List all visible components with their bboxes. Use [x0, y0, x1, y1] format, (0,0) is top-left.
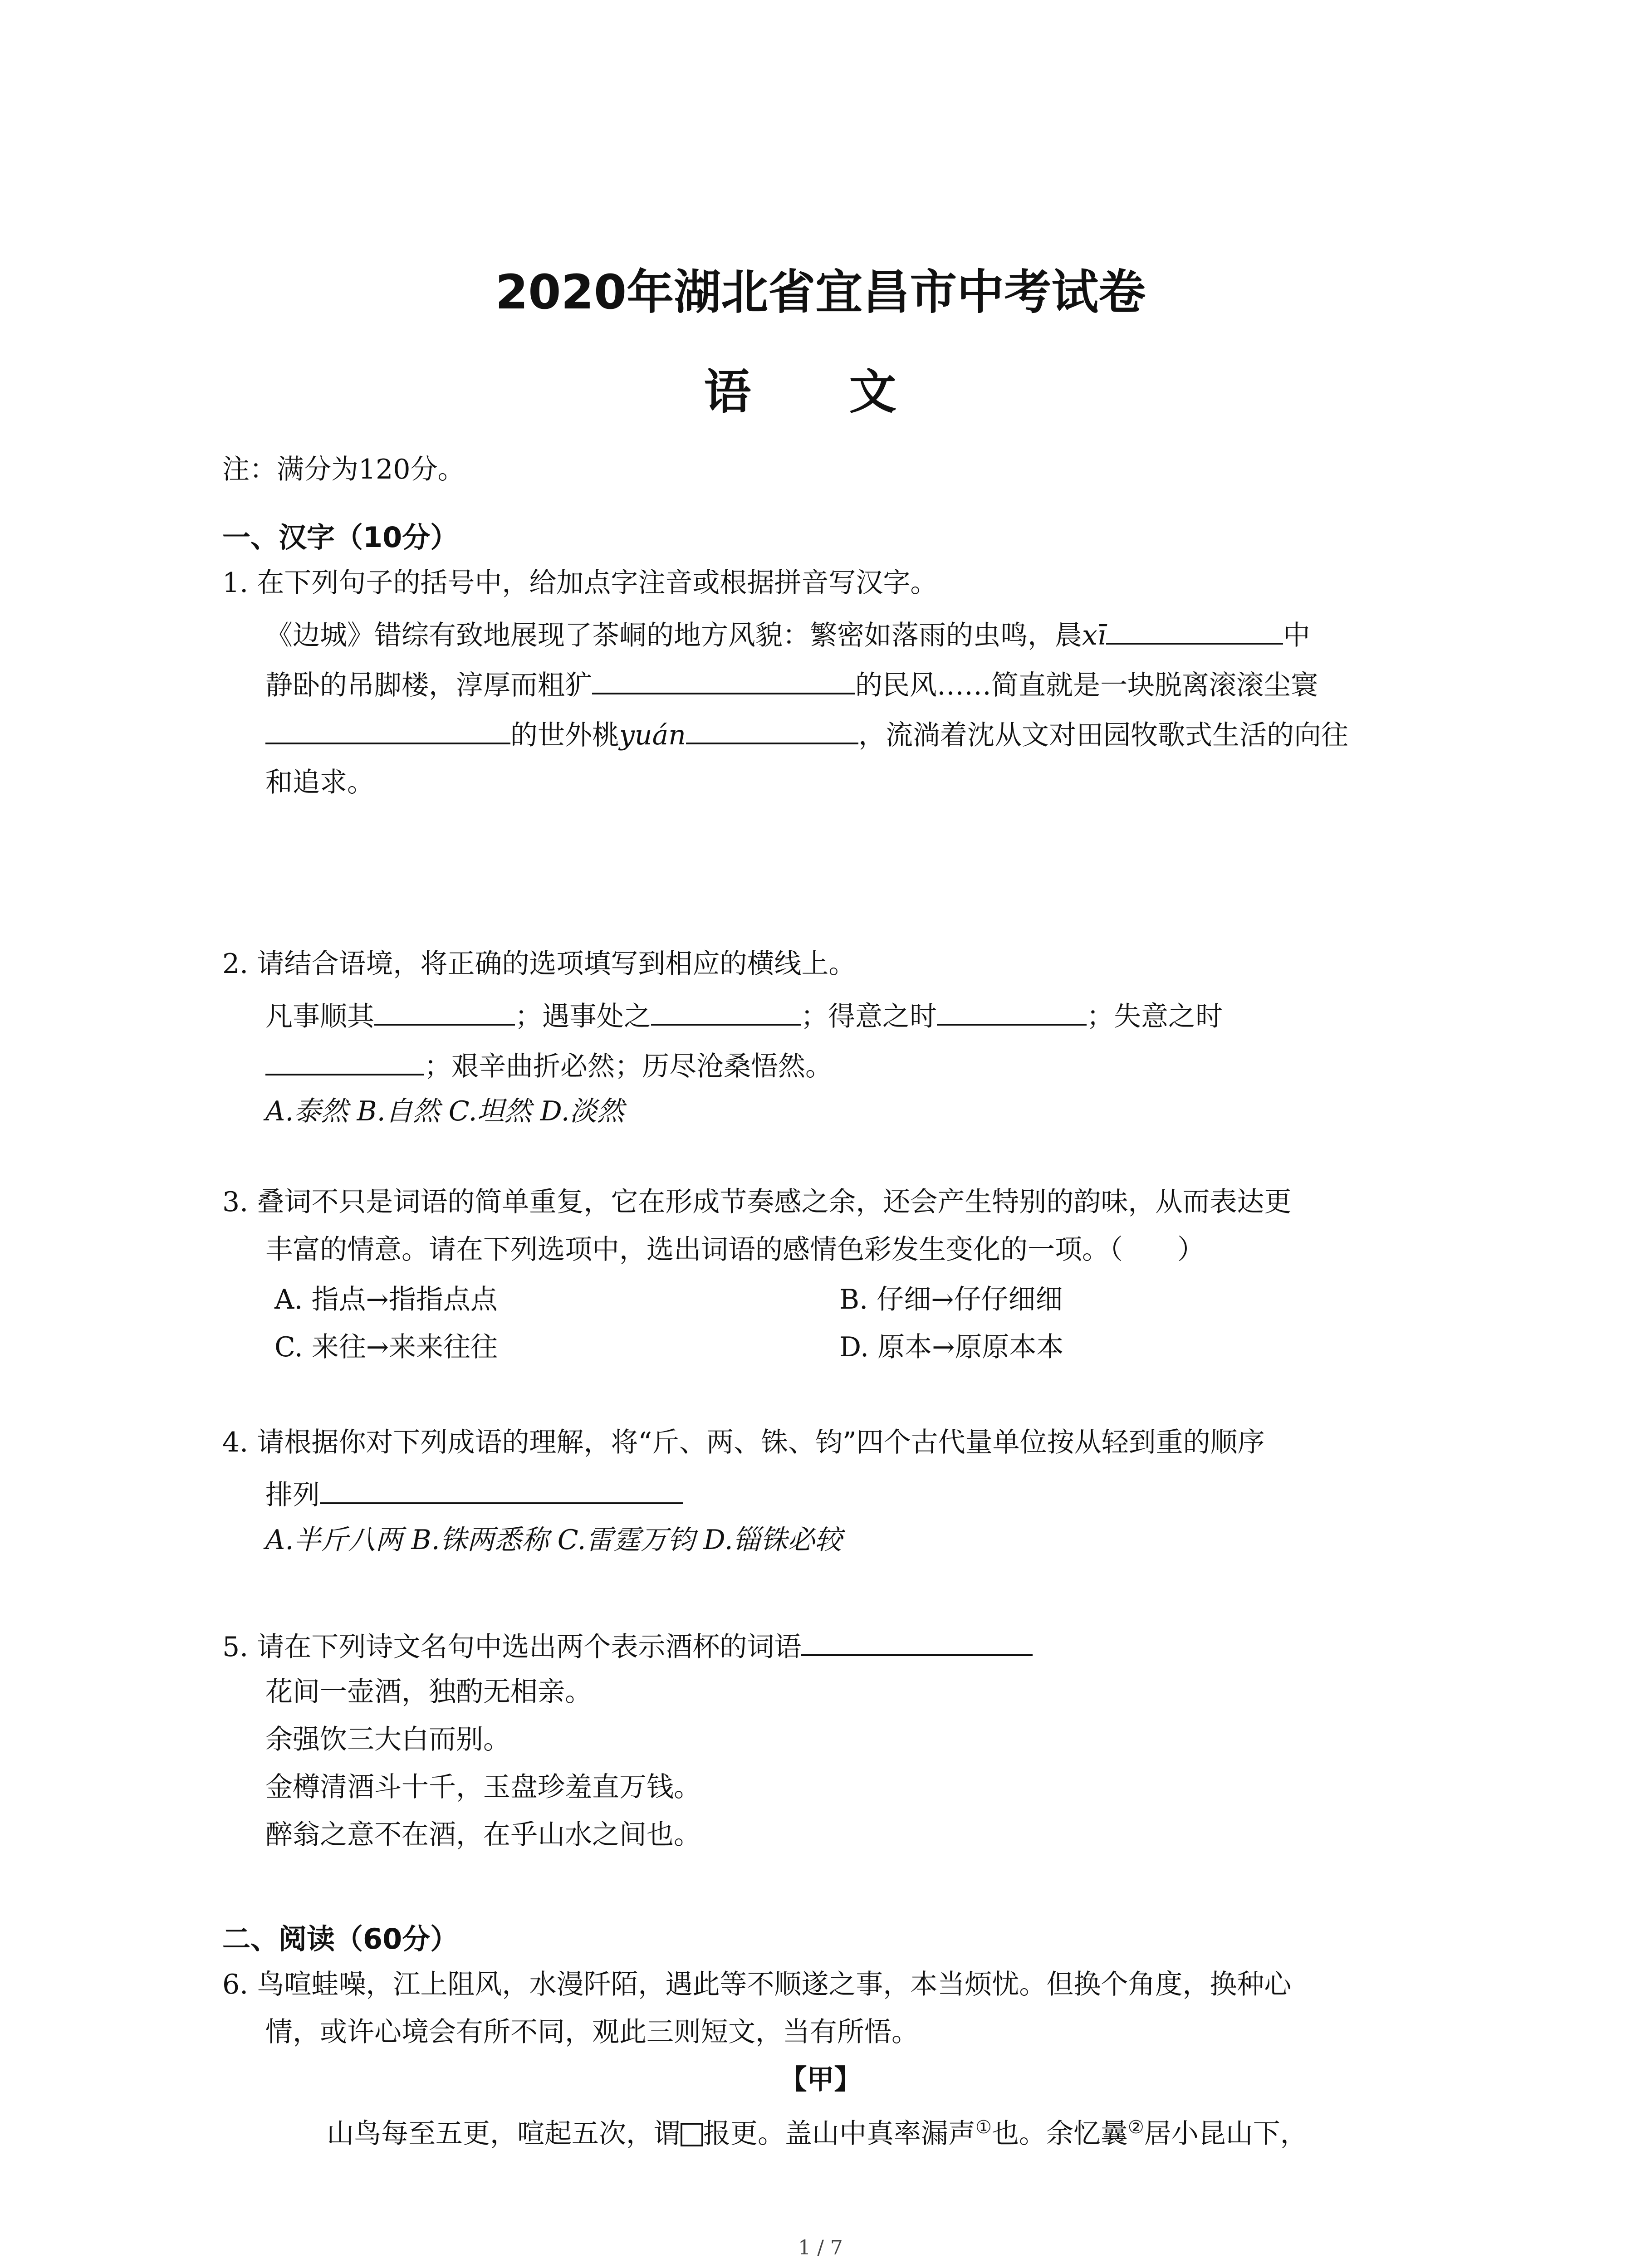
q4-blank[interactable]: [320, 1479, 683, 1504]
q2-line1: [265, 1000, 1223, 1030]
q1-pinyin-xi: xī: [1082, 620, 1107, 651]
q2-blank-4[interactable]: [265, 1050, 424, 1075]
q3-option-b[interactable]: B. 仔细→仔仔细细: [839, 1284, 1063, 1315]
q4-options: A.半斤八两 B.铢两悉称 C.雷霆万钧 D.锱铢必较: [265, 1524, 842, 1556]
q5-poem-3: 金樽清酒斗十千，玉盘珍羞直万钱。: [265, 1771, 701, 1803]
q3-line1: 3. 叠词不只是词语的简单重复，它在形成节奏感之余，还会产生特别的韵味，从而表达更: [222, 1186, 1292, 1218]
q1-blank-2[interactable]: [592, 669, 855, 694]
passage-label-jia: 【甲】: [779, 2064, 862, 2096]
q3-line2: 丰富的情意。请在下列选项中，选出词语的感情色彩发生变化的一项。（ ）: [265, 1234, 1205, 1266]
page-title: 2020年湖北省宜昌市中考试卷: [495, 264, 1146, 320]
q1-line3-text: 的世外桃: [510, 719, 619, 751]
q1-blank-3[interactable]: [265, 719, 510, 744]
q5-poem-1: 花间一壶酒，独酌无相亲。: [265, 1676, 592, 1708]
q1-line1-text: 《边城》错综有致地展现了茶峒的地方风貌：繁密如落雨的虫鸣，晨: [265, 620, 1082, 651]
q5-stem: [222, 1631, 1033, 1661]
q1-line3-end: ，流淌着沈从文对田园牧歌式生活的向往: [858, 719, 1348, 751]
passage-text-a: 山鸟每至五更，喧起五次，谓: [327, 2118, 681, 2150]
passage-text-d: 居小昆山下，: [1144, 2118, 1308, 2150]
q1-line1: [265, 619, 1310, 649]
q1-line2: [265, 669, 1318, 699]
passage-jia-line1: [327, 2114, 1308, 2150]
q1-blank-4[interactable]: [686, 719, 858, 744]
q2-blank-3[interactable]: [937, 1000, 1087, 1026]
q2-line2-text: ；艰辛曲折必然；历尽沧桑悟然。: [424, 1051, 833, 1082]
q5-stem-text: 5. 请在下列诗文名句中选出两个表示酒杯的词语: [222, 1631, 802, 1663]
q2-text-d: ；失意之时: [1087, 1001, 1223, 1032]
q3-option-d[interactable]: D. 原本→原原本本: [839, 1331, 1064, 1363]
q4-line1: 4. 请根据你对下列成语的理解，将“斤、两、铢、钧”四个古代量单位按从轻到重的顺序: [222, 1427, 1265, 1458]
q3-option-a[interactable]: A. 指点→指指点点: [274, 1284, 498, 1315]
q4-line2-text: 排列: [265, 1479, 320, 1511]
subject-title: 语 文: [704, 364, 937, 420]
q1-line4: 和追求。: [265, 767, 374, 798]
missing-char-box: [681, 2123, 703, 2146]
passage-text-c: 也。余忆曩: [991, 2118, 1128, 2150]
footnote-marker-1: ①: [975, 2117, 992, 2138]
q2-options: A.泰然 B.自然 C.坦然 D.淡然: [265, 1095, 624, 1127]
q5-poem-4: 醉翁之意不在酒，在乎山水之间也。: [265, 1819, 701, 1851]
q6-line2: 情，或许心境会有所不同，观此三则短文，当有所悟。: [265, 2016, 919, 2048]
footnote-marker-2: ②: [1127, 2117, 1144, 2138]
q2-text-b: ；遇事处之: [515, 1001, 651, 1032]
q6-line1: 6. 鸟喧蛙噪，江上阻风，水漫阡陌，遇此等不顺遂之事，本当烦忧。但换个角度，换种心: [222, 1969, 1292, 2000]
q2-text-a: 凡事顺其: [265, 1001, 374, 1032]
q4-line2: [265, 1479, 683, 1509]
q1-stem: 1. 在下列句子的括号中，给加点字注音或根据拼音写汉字。: [222, 567, 938, 599]
q1-blank-1[interactable]: [1106, 619, 1283, 645]
q2-blank-1[interactable]: [374, 1000, 515, 1026]
passage-text-b: 报更。盖山中真率漏声: [703, 2118, 975, 2150]
q1-line1-end: 中: [1283, 620, 1311, 651]
q1-line2-text: 静卧的吊脚楼，淳厚而粗犷: [265, 670, 592, 701]
score-note: 注：满分为120分。: [222, 454, 465, 485]
section-heading-2: 二、阅读（60分）: [222, 1922, 459, 1955]
q1-line2-end: 的民风……简直就是一块脱离滚滚尘寰: [855, 670, 1318, 701]
q2-line2: [265, 1050, 833, 1080]
q2-blank-2[interactable]: [651, 1000, 801, 1026]
q2-stem: 2. 请结合语境，将正确的选项填写到相应的横线上。: [222, 948, 856, 980]
section-heading-1: 一、汉字（10分）: [222, 521, 459, 554]
q5-poem-2: 余强饮三大白而别。: [265, 1724, 510, 1755]
q3-option-c[interactable]: C. 来往→来来往往: [274, 1331, 498, 1363]
q5-blank[interactable]: [801, 1631, 1033, 1656]
q1-pinyin-yuan: yuán: [619, 719, 686, 751]
page-number: 1 / 7: [798, 2236, 843, 2259]
q2-text-c: ；得意之时: [801, 1001, 937, 1032]
q1-line3: [265, 719, 1348, 749]
